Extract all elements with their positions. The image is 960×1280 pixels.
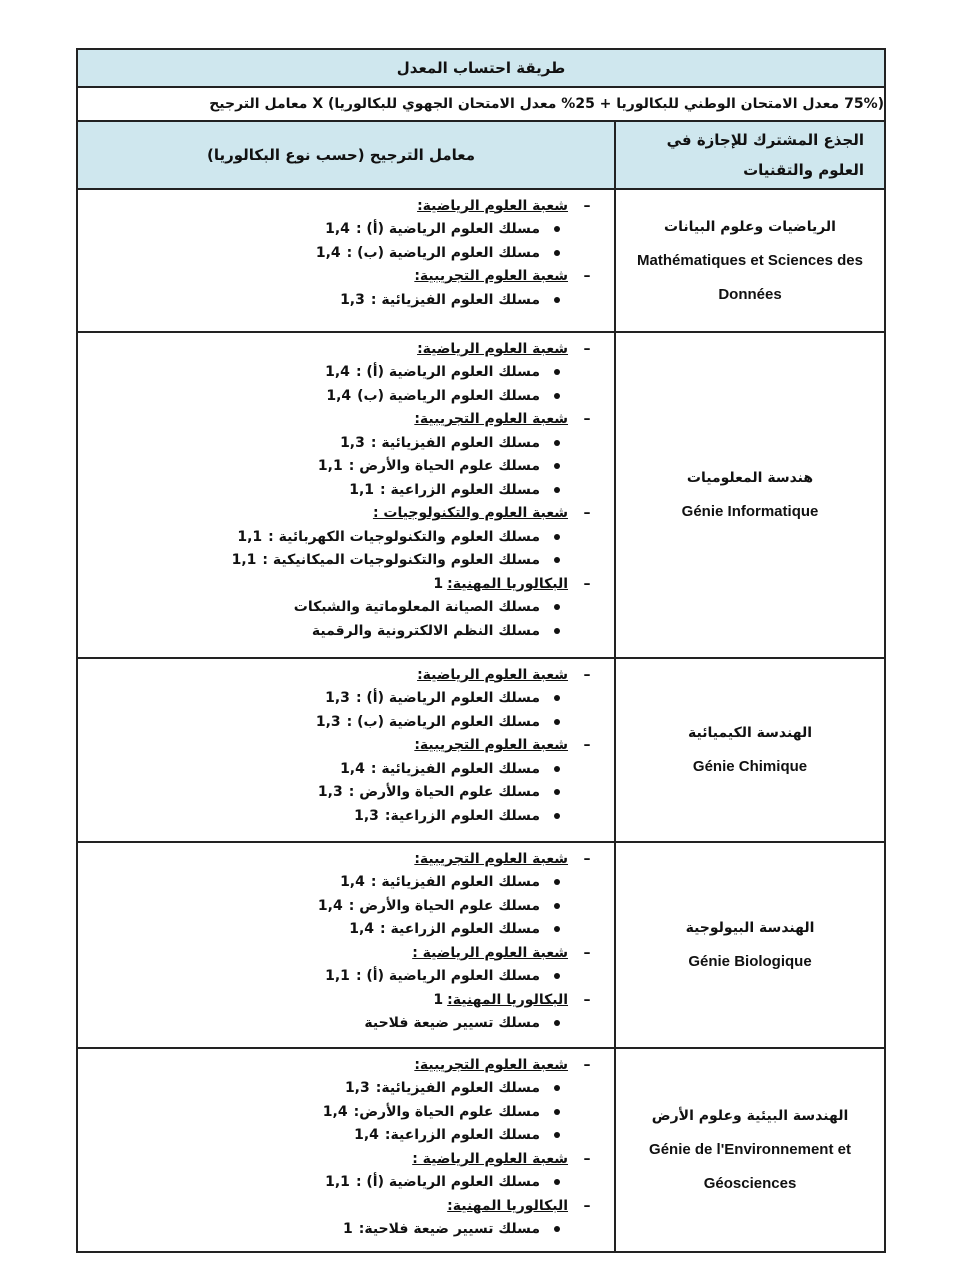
track-item bbox=[78, 1124, 598, 1148]
bac-stream-label: شعبة العلوم الرياضية : bbox=[412, 1150, 569, 1167]
track-item bbox=[78, 619, 598, 643]
track-label: مسلك العلوم الزراعية: bbox=[384, 1127, 541, 1144]
dash-marker: – bbox=[583, 411, 591, 428]
track-item bbox=[78, 871, 598, 895]
track-label: مسلك العلوم الرياضية (ب) : bbox=[346, 713, 541, 730]
header-coefficient: معامل الترجيح (حسب نوع البكالوريا) bbox=[77, 121, 615, 189]
table-row bbox=[77, 332, 885, 658]
track-label: مسلك العلوم الرياضية (أ) : bbox=[355, 1174, 541, 1191]
track-label: مسلك علوم الحياة والأرض : bbox=[348, 897, 541, 914]
bac-stream-coefficient: 1 bbox=[433, 575, 444, 592]
track-coefficient: 1,4 bbox=[325, 221, 350, 238]
track-label: مسلك تسيير ضيعة فلاحية bbox=[364, 1015, 541, 1032]
track-label: مسلك العلوم الفيزيائية : bbox=[370, 434, 541, 451]
bullet-icon bbox=[554, 487, 560, 493]
track-coefficient: 1,3 bbox=[354, 807, 379, 824]
track-label: مسلك النظم الالكترونية والرقمية bbox=[311, 622, 541, 639]
bullet-icon bbox=[554, 440, 560, 446]
program-name-fr: Génie Biologique bbox=[688, 953, 812, 970]
program-name-cell bbox=[615, 189, 885, 332]
program-name-cell bbox=[615, 1048, 885, 1252]
dash-marker: – bbox=[583, 737, 591, 754]
coefficient-list bbox=[78, 337, 614, 643]
program-name-cell bbox=[615, 658, 885, 842]
header-common-core: الجذع المشترك للإجازة في العلوم والتقنيات bbox=[615, 121, 885, 189]
track-label: مسلك العلوم الزراعية: bbox=[384, 807, 541, 824]
track-label: مسلك العلوم الزراعية : bbox=[380, 481, 541, 498]
bac-stream-label: شعبة العلوم والتكنولوجيات : bbox=[372, 505, 569, 522]
track-item bbox=[78, 757, 598, 781]
program-name-fr: Génie Informatique bbox=[681, 503, 819, 520]
track-item bbox=[78, 1077, 598, 1101]
track-coefficient: 1,1 bbox=[349, 481, 375, 498]
bullet-icon bbox=[554, 1179, 560, 1185]
coefficient-list bbox=[78, 847, 614, 1035]
track-item bbox=[78, 596, 598, 620]
track-coefficient: 1,1 bbox=[231, 552, 257, 569]
track-item bbox=[78, 1171, 598, 1195]
track-item bbox=[78, 384, 598, 408]
track-item bbox=[78, 455, 598, 479]
track-coefficient: 1,3 bbox=[317, 784, 343, 801]
track-coefficient: 1,4 bbox=[349, 921, 375, 938]
bullet-icon bbox=[554, 789, 560, 795]
bullet-icon bbox=[554, 879, 560, 885]
dash-marker: – bbox=[583, 575, 591, 592]
bullet-icon bbox=[554, 903, 560, 909]
dash-marker: – bbox=[583, 268, 591, 285]
track-label: مسلك العلوم الفيزيائية : bbox=[370, 760, 541, 777]
table-title: طريقة احتساب المعدل bbox=[77, 49, 885, 87]
bullet-icon bbox=[554, 393, 560, 399]
track-coefficient: 1,3 bbox=[325, 690, 350, 707]
bullet-icon bbox=[554, 534, 560, 540]
table-row bbox=[77, 189, 885, 332]
track-item bbox=[78, 894, 598, 918]
coefficient-list-cell bbox=[77, 842, 615, 1048]
title-row bbox=[77, 49, 885, 87]
track-item bbox=[78, 288, 598, 312]
track-label: مسلك العلوم الرياضية (ب) bbox=[357, 387, 541, 404]
table-row bbox=[77, 1048, 885, 1252]
program-name-ar: الهندسة الكيميائية bbox=[688, 725, 812, 741]
track-label: مسلك العلوم الرياضية (أ) : bbox=[355, 968, 541, 985]
track-label: مسلك العلوم الرياضية (أ) : bbox=[355, 221, 541, 238]
track-coefficient: 1,4 bbox=[340, 760, 365, 777]
dash-marker: – bbox=[583, 850, 591, 867]
track-item bbox=[78, 431, 598, 455]
track-item bbox=[78, 525, 598, 549]
bullet-icon bbox=[554, 695, 560, 701]
track-label: مسلك العلوم الفيزيائية: bbox=[375, 1080, 541, 1097]
track-coefficient: 1,1 bbox=[325, 968, 350, 985]
track-item bbox=[78, 781, 598, 805]
track-coefficient: 1,1 bbox=[237, 528, 263, 545]
track-coefficient: 1,3 bbox=[340, 434, 365, 451]
bac-stream-label: شعبة العلوم التجريبية: bbox=[414, 850, 569, 867]
bullet-icon bbox=[554, 1109, 560, 1115]
track-label: مسلك العلوم الرياضية (ب) : bbox=[346, 244, 541, 261]
track-label: مسلك العلوم والتكنولوجيات الميكانيكية : bbox=[262, 552, 541, 569]
bac-stream-group bbox=[78, 1147, 598, 1171]
bullet-icon bbox=[554, 1020, 560, 1026]
header-row bbox=[77, 121, 885, 189]
bac-stream-group bbox=[78, 1053, 598, 1077]
bac-stream-group bbox=[78, 1194, 598, 1218]
bullet-icon bbox=[554, 369, 560, 375]
track-coefficient: 1,1 bbox=[325, 1174, 350, 1191]
bac-stream-label: شعبة العلوم الرياضية: bbox=[417, 340, 569, 357]
track-label: مسلك العلوم الرياضية (أ) : bbox=[355, 690, 541, 707]
dash-marker: – bbox=[583, 340, 591, 357]
bac-stream-group bbox=[78, 194, 598, 218]
track-label: مسلك العلوم الزراعية : bbox=[380, 921, 541, 938]
bac-stream-label: شعبة العلوم الرياضية: bbox=[417, 666, 569, 683]
bac-stream-group bbox=[78, 265, 598, 289]
coefficient-list bbox=[78, 663, 614, 828]
bac-stream-group bbox=[78, 941, 598, 965]
bac-stream-group bbox=[78, 663, 598, 687]
table-row bbox=[77, 842, 885, 1048]
bac-stream-group bbox=[78, 734, 598, 758]
bac-stream-group bbox=[78, 337, 598, 361]
track-item bbox=[78, 918, 598, 942]
dash-marker: – bbox=[583, 197, 591, 214]
dash-marker: – bbox=[583, 944, 591, 961]
bac-stream-label: شعبة العلوم التجريبية: bbox=[414, 268, 569, 285]
program-name-cell bbox=[615, 332, 885, 658]
track-item bbox=[78, 1012, 598, 1036]
bullet-icon bbox=[554, 604, 560, 610]
bac-stream-group bbox=[78, 847, 598, 871]
track-item bbox=[78, 710, 598, 734]
dash-marker: – bbox=[583, 1197, 591, 1214]
track-item bbox=[78, 218, 598, 242]
bac-stream-label: شعبة العلوم التجريبية: bbox=[414, 411, 569, 428]
track-coefficient: 1,4 bbox=[354, 1127, 379, 1144]
track-item bbox=[78, 241, 598, 265]
bac-stream-label: شعبة العلوم الرياضية: bbox=[417, 197, 569, 214]
bac-stream-label: البكالوريا المهنية: bbox=[447, 991, 569, 1008]
track-item bbox=[78, 804, 598, 828]
bac-stream-label: البكالوريا المهنية: bbox=[447, 575, 569, 592]
track-item bbox=[78, 1100, 598, 1124]
table-body bbox=[77, 189, 885, 1252]
bac-stream-label: شعبة العلوم الرياضية : bbox=[412, 944, 569, 961]
track-coefficient: 1,3 bbox=[340, 291, 365, 308]
bac-stream-coefficient: 1 bbox=[433, 991, 444, 1008]
dash-marker: – bbox=[583, 1056, 591, 1073]
program-name-fr: Mathématiques et Sciences des Données bbox=[637, 251, 863, 303]
track-label: مسلك علوم الحياة والأرض : bbox=[348, 458, 541, 475]
bac-stream-group bbox=[78, 988, 598, 1012]
track-label: مسلك الصيانة المعلوماتية والشبكات bbox=[293, 599, 541, 616]
bullet-icon bbox=[554, 1226, 560, 1232]
program-name-fr: Génie Chimique bbox=[692, 758, 808, 775]
track-coefficient: 1 bbox=[343, 1221, 353, 1238]
program-name-ar: الهندسة البيولوجية bbox=[685, 920, 815, 936]
track-coefficient: 1,3 bbox=[344, 1080, 370, 1097]
track-coefficient: 1,4 bbox=[325, 364, 350, 381]
track-label: مسلك تسيير ضيعة فلاحية: bbox=[358, 1221, 541, 1238]
track-coefficient: 1,4 bbox=[326, 387, 352, 404]
track-label: مسلك العلوم الفيزيائية : bbox=[370, 291, 541, 308]
track-coefficient: 1,4 bbox=[340, 874, 365, 891]
bullet-icon bbox=[554, 766, 560, 772]
program-name-ar: الهندسة البيئية وعلوم الأرض bbox=[651, 1108, 849, 1124]
formula-row bbox=[77, 87, 885, 121]
coefficient-list-cell bbox=[77, 189, 615, 332]
track-label: مسلك العلوم والتكنولوجيات الكهربائية : bbox=[268, 528, 541, 545]
bullet-icon bbox=[554, 250, 560, 256]
bac-stream-group bbox=[78, 408, 598, 432]
program-name-ar: الرياضيات وعلوم البيانات bbox=[664, 218, 836, 235]
track-label: مسلك العلوم الفيزيائية : bbox=[370, 874, 541, 891]
bac-stream-label: شعبة العلوم التجريبية: bbox=[414, 737, 569, 754]
coefficient-list-cell bbox=[77, 658, 615, 842]
track-coefficient: 1,3 bbox=[315, 713, 341, 730]
bac-stream-label: البكالوريا المهنية: bbox=[447, 1197, 569, 1214]
bullet-icon bbox=[554, 719, 560, 725]
track-coefficient: 1,1 bbox=[317, 458, 343, 475]
dash-marker: – bbox=[583, 666, 591, 683]
dash-marker: – bbox=[583, 991, 591, 1008]
track-item bbox=[78, 965, 598, 989]
track-coefficient: 1,4 bbox=[322, 1103, 348, 1120]
coefficient-list bbox=[78, 1053, 614, 1241]
bullet-icon bbox=[554, 813, 560, 819]
bullet-icon bbox=[554, 463, 560, 469]
track-item bbox=[78, 361, 598, 385]
bullet-icon bbox=[554, 628, 560, 634]
bac-stream-group bbox=[78, 572, 598, 596]
track-coefficient: 1,4 bbox=[317, 897, 343, 914]
bullet-icon bbox=[554, 297, 560, 303]
bullet-icon bbox=[554, 926, 560, 932]
track-coefficient: 1,4 bbox=[315, 244, 341, 261]
bullet-icon bbox=[554, 973, 560, 979]
dash-marker: – bbox=[583, 505, 591, 522]
track-item bbox=[78, 1218, 598, 1242]
program-name-fr: Génie de l'Environnement et Géosciences bbox=[649, 1141, 851, 1192]
track-label: مسلك علوم الحياة والأرض : bbox=[348, 784, 541, 801]
coefficient-list bbox=[78, 194, 614, 312]
coefficient-list-cell bbox=[77, 1048, 615, 1252]
track-item bbox=[78, 478, 598, 502]
track-label: مسلك علوم الحياة والأرض: bbox=[353, 1103, 541, 1120]
formula-text: (75% معدل الامتحان الوطني للبكالوريا + 25% معدل الامتحان الجهوي للبكالوريا) X معامل الترجيح bbox=[77, 87, 885, 121]
coefficient-table bbox=[76, 48, 886, 1253]
bac-stream-group bbox=[78, 502, 598, 526]
track-item bbox=[78, 687, 598, 711]
program-name-cell bbox=[615, 842, 885, 1048]
bullet-icon bbox=[554, 1132, 560, 1138]
track-item bbox=[78, 549, 598, 573]
program-name-ar: هندسة المعلوميات bbox=[686, 470, 814, 486]
bac-stream-label: شعبة العلوم التجريبية: bbox=[414, 1056, 569, 1073]
bullet-icon bbox=[554, 226, 560, 232]
bullet-icon bbox=[554, 1085, 560, 1091]
table-row bbox=[77, 658, 885, 842]
dash-marker: – bbox=[583, 1150, 591, 1167]
coefficient-list-cell bbox=[77, 332, 615, 658]
track-label: مسلك العلوم الرياضية (أ) : bbox=[355, 364, 541, 381]
bullet-icon bbox=[554, 557, 560, 563]
